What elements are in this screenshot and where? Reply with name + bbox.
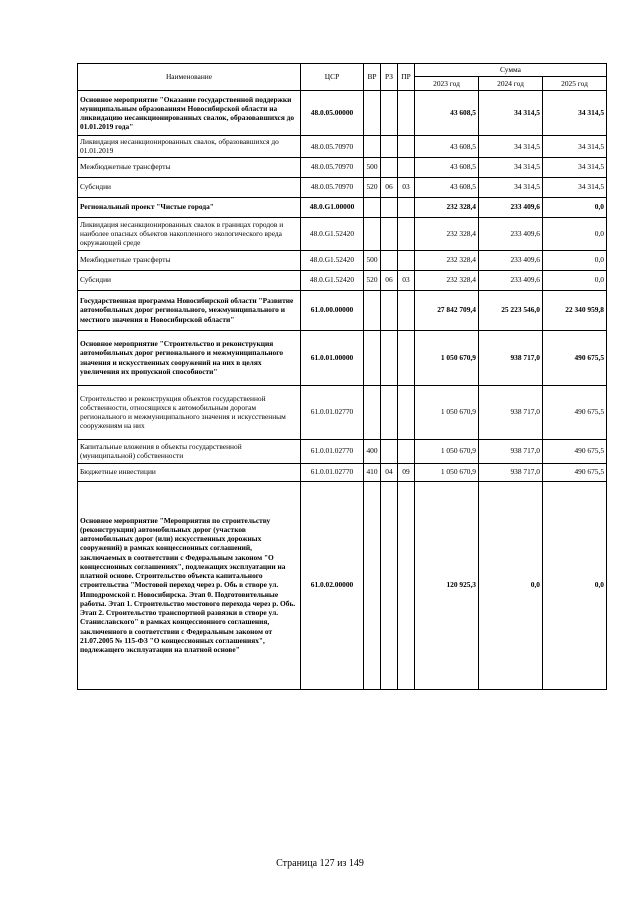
row-pr bbox=[398, 290, 415, 330]
row-csr: 61.0.01.02770 bbox=[301, 439, 364, 463]
table-row bbox=[78, 250, 607, 270]
row-pr bbox=[398, 217, 415, 250]
row-2025: 34 314,5 bbox=[543, 136, 607, 158]
row-rz: 04 bbox=[381, 463, 398, 481]
row-2024: 233 409,6 bbox=[479, 197, 543, 217]
row-2025: 0,0 bbox=[543, 270, 607, 290]
table-row bbox=[78, 270, 607, 290]
row-rz bbox=[381, 217, 398, 250]
row-csr: 61.0.01.02770 bbox=[301, 385, 364, 439]
row-2025: 0,0 bbox=[543, 197, 607, 217]
row-rz bbox=[381, 481, 398, 689]
row-csr: 48.0.G1.52420 bbox=[301, 250, 364, 270]
row-pr bbox=[398, 136, 415, 158]
row-2025: 34 314,5 bbox=[543, 91, 607, 136]
row-vr: 410 bbox=[364, 463, 381, 481]
header-rz: РЗ bbox=[381, 64, 398, 91]
row-name: Субсидии bbox=[78, 270, 301, 290]
page-number: Страница 127 из 149 bbox=[276, 858, 364, 869]
row-rz bbox=[381, 157, 398, 177]
row-name: Региональный проект "Чистые города" bbox=[78, 197, 301, 217]
row-2025: 34 314,5 bbox=[543, 157, 607, 177]
table-row bbox=[78, 177, 607, 197]
table-row bbox=[78, 481, 607, 689]
row-pr bbox=[398, 91, 415, 136]
row-csr: 61.0.01.02770 bbox=[301, 463, 364, 481]
row-name: Строительство и реконструкция объектов государственной собственности, относящихся к автомобильным дорогам регионального и межмуниципального значения и искусственным сооружениям на них bbox=[78, 385, 301, 439]
header-name: Наименование bbox=[78, 64, 301, 91]
row-2023: 232 328,4 bbox=[415, 217, 479, 250]
row-vr bbox=[364, 91, 381, 136]
row-rz bbox=[381, 385, 398, 439]
row-vr: 500 bbox=[364, 250, 381, 270]
row-name: Субсидии bbox=[78, 177, 301, 197]
row-2023: 1 050 670,9 bbox=[415, 439, 479, 463]
row-2025: 490 675,5 bbox=[543, 463, 607, 481]
row-pr bbox=[398, 439, 415, 463]
table-row bbox=[78, 330, 607, 385]
row-2024: 233 409,6 bbox=[479, 217, 543, 250]
row-rz bbox=[381, 197, 398, 217]
header-2023: 2023 год bbox=[415, 77, 479, 91]
row-csr: 48.0.05.70970 bbox=[301, 157, 364, 177]
header-vr: ВР bbox=[364, 64, 381, 91]
row-name: Капитальные вложения в объекты государственной (муниципальной) собственности bbox=[78, 439, 301, 463]
row-vr bbox=[364, 290, 381, 330]
row-pr bbox=[398, 250, 415, 270]
row-2024: 233 409,6 bbox=[479, 250, 543, 270]
table-row bbox=[78, 463, 607, 481]
header-sum: Сумма bbox=[415, 64, 607, 77]
table-row bbox=[78, 290, 607, 330]
header-2024: 2024 год bbox=[479, 77, 543, 91]
row-pr bbox=[398, 385, 415, 439]
row-name: Основное мероприятие "Мероприятия по строительству (реконструкции) автомобильных дорог (участков автомобильных дорог (или) искусственных дорожных сооружений) в рамках концессионных соглашений, заключаемых в соответствии с Федеральным законом "О концессионных соглашениях", подлежащих эксплуатации на платной основе. Строительство объекта капитального строительства "Мостовой переход через р. Обь в створе ул. Ипподромской г. Новосибирска. Этап 0. Подготовительные работы. Этап 1. Строительство мостового перехода через р. Обь. Этап 2. Строительство транспортной развязки в створе ул. Станиславского" в рамках концессионного соглашения, заключенного в соответствии с Федеральным законом от 21.07.2005 № 115-ФЗ "О концессионных соглашениях", подлежащего эксплуатации на платной основе" bbox=[78, 481, 301, 689]
row-rz: 06 bbox=[381, 270, 398, 290]
row-pr bbox=[398, 197, 415, 217]
row-2023: 43 608,5 bbox=[415, 91, 479, 136]
row-pr bbox=[398, 481, 415, 689]
row-csr: 48.0.G1.52420 bbox=[301, 217, 364, 250]
row-pr: 03 bbox=[398, 177, 415, 197]
row-2023: 232 328,4 bbox=[415, 270, 479, 290]
row-rz bbox=[381, 439, 398, 463]
row-2024: 938 717,0 bbox=[479, 385, 543, 439]
row-2024: 0,0 bbox=[479, 481, 543, 689]
row-2024: 34 314,5 bbox=[479, 157, 543, 177]
row-2024: 233 409,6 bbox=[479, 270, 543, 290]
row-pr bbox=[398, 330, 415, 385]
row-vr bbox=[364, 136, 381, 158]
row-csr: 48.0.05.70970 bbox=[301, 177, 364, 197]
row-name: Межбюджетные трансферты bbox=[78, 157, 301, 177]
row-name: Ликвидация несанкционированных свалок в границах городов и наиболее опасных объектов накопленного экологического вреда окружающей среде bbox=[78, 217, 301, 250]
table-row bbox=[78, 157, 607, 177]
row-vr bbox=[364, 197, 381, 217]
row-2024: 938 717,0 bbox=[479, 463, 543, 481]
row-2025: 22 340 959,8 bbox=[543, 290, 607, 330]
row-name: Государственная программа Новосибирской области "Развитие автомобильных дорог регионального, межмуниципального и местного значения в Новосибирской области" bbox=[78, 290, 301, 330]
row-pr bbox=[398, 157, 415, 177]
row-2023: 1 050 670,9 bbox=[415, 330, 479, 385]
row-pr: 09 bbox=[398, 463, 415, 481]
table-row bbox=[78, 197, 607, 217]
table-row bbox=[78, 385, 607, 439]
row-vr: 520 bbox=[364, 270, 381, 290]
row-2024: 34 314,5 bbox=[479, 136, 543, 158]
row-rz bbox=[381, 250, 398, 270]
row-name: Основное мероприятие "Оказание государственной поддержки муниципальным образованиям Новосибирской области на ликвидацию несанкционированных свалок, образовавшихся до 01.01.2019 года" bbox=[78, 91, 301, 136]
row-csr: 48.0.05.70970 bbox=[301, 136, 364, 158]
row-rz bbox=[381, 91, 398, 136]
row-2024: 34 314,5 bbox=[479, 177, 543, 197]
row-csr: 48.0.05.00000 bbox=[301, 91, 364, 136]
row-2023: 43 608,5 bbox=[415, 136, 479, 158]
row-2023: 43 608,5 bbox=[415, 177, 479, 197]
row-2025: 34 314,5 bbox=[543, 177, 607, 197]
row-2025: 490 675,5 bbox=[543, 330, 607, 385]
row-2024: 25 223 546,0 bbox=[479, 290, 543, 330]
header-2025: 2025 год bbox=[543, 77, 607, 91]
row-2023: 1 050 670,9 bbox=[415, 463, 479, 481]
row-csr: 61.0.02.00000 bbox=[301, 481, 364, 689]
row-vr bbox=[364, 481, 381, 689]
row-rz bbox=[381, 330, 398, 385]
row-name: Основное мероприятие "Строительство и реконструкция автомобильных дорог регионального и межмуниципального значения и искусственных сооружений на них в целях увеличения их пропускной способности" bbox=[78, 330, 301, 385]
row-2023: 232 328,4 bbox=[415, 250, 479, 270]
row-2024: 938 717,0 bbox=[479, 330, 543, 385]
header-pr: ПР bbox=[398, 64, 415, 91]
row-2023: 27 842 709,4 bbox=[415, 290, 479, 330]
row-vr bbox=[364, 385, 381, 439]
row-2023: 1 050 670,9 bbox=[415, 385, 479, 439]
row-2023: 43 608,5 bbox=[415, 157, 479, 177]
table-row bbox=[78, 439, 607, 463]
row-2025: 490 675,5 bbox=[543, 439, 607, 463]
table-row bbox=[78, 136, 607, 158]
row-vr: 400 bbox=[364, 439, 381, 463]
row-2024: 34 314,5 bbox=[479, 91, 543, 136]
row-name: Межбюджетные трансферты bbox=[78, 250, 301, 270]
row-vr: 500 bbox=[364, 157, 381, 177]
row-2025: 0,0 bbox=[543, 217, 607, 250]
row-vr bbox=[364, 217, 381, 250]
row-csr: 48.0.G1.52420 bbox=[301, 270, 364, 290]
table-row bbox=[78, 91, 607, 136]
row-vr bbox=[364, 330, 381, 385]
budget-table bbox=[77, 63, 607, 690]
row-2023: 232 328,4 bbox=[415, 197, 479, 217]
row-pr: 03 bbox=[398, 270, 415, 290]
row-vr: 520 bbox=[364, 177, 381, 197]
table-row bbox=[78, 217, 607, 250]
row-2023: 120 925,3 bbox=[415, 481, 479, 689]
row-2025: 0,0 bbox=[543, 481, 607, 689]
row-csr: 61.0.01.00000 bbox=[301, 330, 364, 385]
row-name: Ликвидация несанкционированных свалок, образовавшихся до 01.01.2019 bbox=[78, 136, 301, 158]
row-2025: 490 675,5 bbox=[543, 385, 607, 439]
row-csr: 48.0.G1.00000 bbox=[301, 197, 364, 217]
row-name: Бюджетные инвестиции bbox=[78, 463, 301, 481]
row-rz: 06 bbox=[381, 177, 398, 197]
header-csr: ЦСР bbox=[301, 64, 364, 91]
row-csr: 61.0.00.00000 bbox=[301, 290, 364, 330]
row-rz bbox=[381, 290, 398, 330]
row-2025: 0,0 bbox=[543, 250, 607, 270]
row-2024: 938 717,0 bbox=[479, 439, 543, 463]
row-rz bbox=[381, 136, 398, 158]
